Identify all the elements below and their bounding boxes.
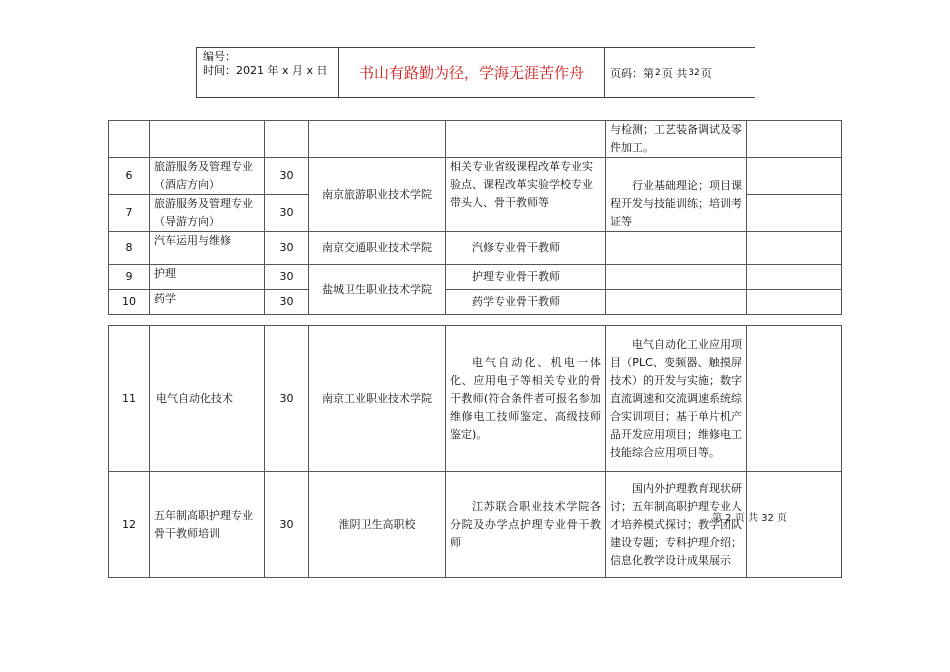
table-row <box>109 121 842 158</box>
cell-major: 药学 <box>150 290 265 315</box>
cell-school: 南京工业职业技术学院 <box>309 326 446 472</box>
cell-target: 相关专业省级课程改革专业实验点、课程改革实验学校专业带头人、骨干教师等 <box>446 158 606 232</box>
table-row <box>109 472 842 578</box>
cell-count: 30 <box>265 265 309 290</box>
cell-target: 药学专业骨干教师 <box>446 290 606 315</box>
table-row <box>109 290 842 315</box>
cell-major: 旅游服务及管理专业（酒店方向） <box>150 158 265 195</box>
page-mid: 页 共 <box>661 66 688 80</box>
page-total: 32 <box>688 67 700 78</box>
cell-major: 旅游服务及管理专业（导游方向） <box>150 195 265 232</box>
cell-content: 与检测；工艺装备调试及零件加工。 <box>606 121 747 158</box>
cell-no: 10 <box>109 290 150 315</box>
cell-count: 30 <box>265 290 309 315</box>
training-table-1 <box>108 120 842 315</box>
cell-major: 汽车运用与维修 <box>150 232 265 265</box>
header-page-info <box>604 48 755 97</box>
cell-major: 护理 <box>150 265 265 290</box>
cell-count: 30 <box>265 326 309 472</box>
training-table-2 <box>108 325 842 578</box>
cell-major: 电气自动化技术 <box>150 326 265 472</box>
cell-content: 行业基础理论；项目课程开发与技能训练；培训考证等 <box>606 158 747 232</box>
cell-target: 护理专业骨干教师 <box>446 265 606 290</box>
cell-major: 五年制高职护理专业骨干教师培训 <box>150 472 265 578</box>
cell-no: 12 <box>109 472 150 578</box>
cell-school: 南京旅游职业技术学院 <box>309 158 446 232</box>
cell-school: 南京交通职业技术学院 <box>309 232 446 265</box>
cell-no: 7 <box>109 195 150 232</box>
cell-count: 30 <box>265 195 309 232</box>
table-row <box>109 158 842 195</box>
cell-target: 电气自动化、机电一体化、应用电子等相关专业的骨干教师(符合条件者可报名参加维修电工技师鉴定、高级技师鉴定)。 <box>446 326 606 472</box>
cell-no: 6 <box>109 158 150 195</box>
table-row <box>109 232 842 265</box>
cell-content: 国内外护理教育现状研讨；五年制高职护理专业人才培养模式探讨；教学团队建设专题；专科护理介绍；信息化教学设计成果展示 <box>606 472 747 578</box>
table-row <box>109 265 842 290</box>
cell-count: 30 <box>265 232 309 265</box>
time-label: 时间：2021 年 x 月 x 日 <box>203 64 328 77</box>
cell-count: 30 <box>265 158 309 195</box>
page-number: 2 <box>655 67 661 78</box>
cell-content: 电气自动化工业应用项目（PLC、变频器、触摸屏技术）的开发与实施；数字直流调速和交流调速系统综合实训项目；基于单片机产品开发应用项目；维修电工技能综合应用项目等。 <box>606 326 747 472</box>
cell-school: 盐城卫生职业技术学院 <box>309 265 446 315</box>
header-meta <box>197 48 339 97</box>
page-suffix: 页 <box>700 66 712 80</box>
table-row <box>109 326 842 472</box>
cell-no: 9 <box>109 265 150 290</box>
cell-target: 汽修专业骨干教师 <box>446 232 606 265</box>
page-header <box>196 47 755 98</box>
overlay-page-number: 第 2 页 共 32 页 <box>712 513 787 524</box>
header-motto: 书山有路勤为径，学海无涯苦作舟 <box>339 48 605 97</box>
cell-no: 8 <box>109 232 150 265</box>
cell-count: 30 <box>265 472 309 578</box>
cell-target: 江苏联合职业技术学院各分院及办学点护理专业骨干教师 <box>446 472 606 578</box>
page-prefix: 页码：第 <box>610 66 654 80</box>
number-label: 编号： <box>203 50 236 63</box>
cell-no: 11 <box>109 326 150 472</box>
cell-school: 淮阴卫生高职校 <box>309 472 446 578</box>
